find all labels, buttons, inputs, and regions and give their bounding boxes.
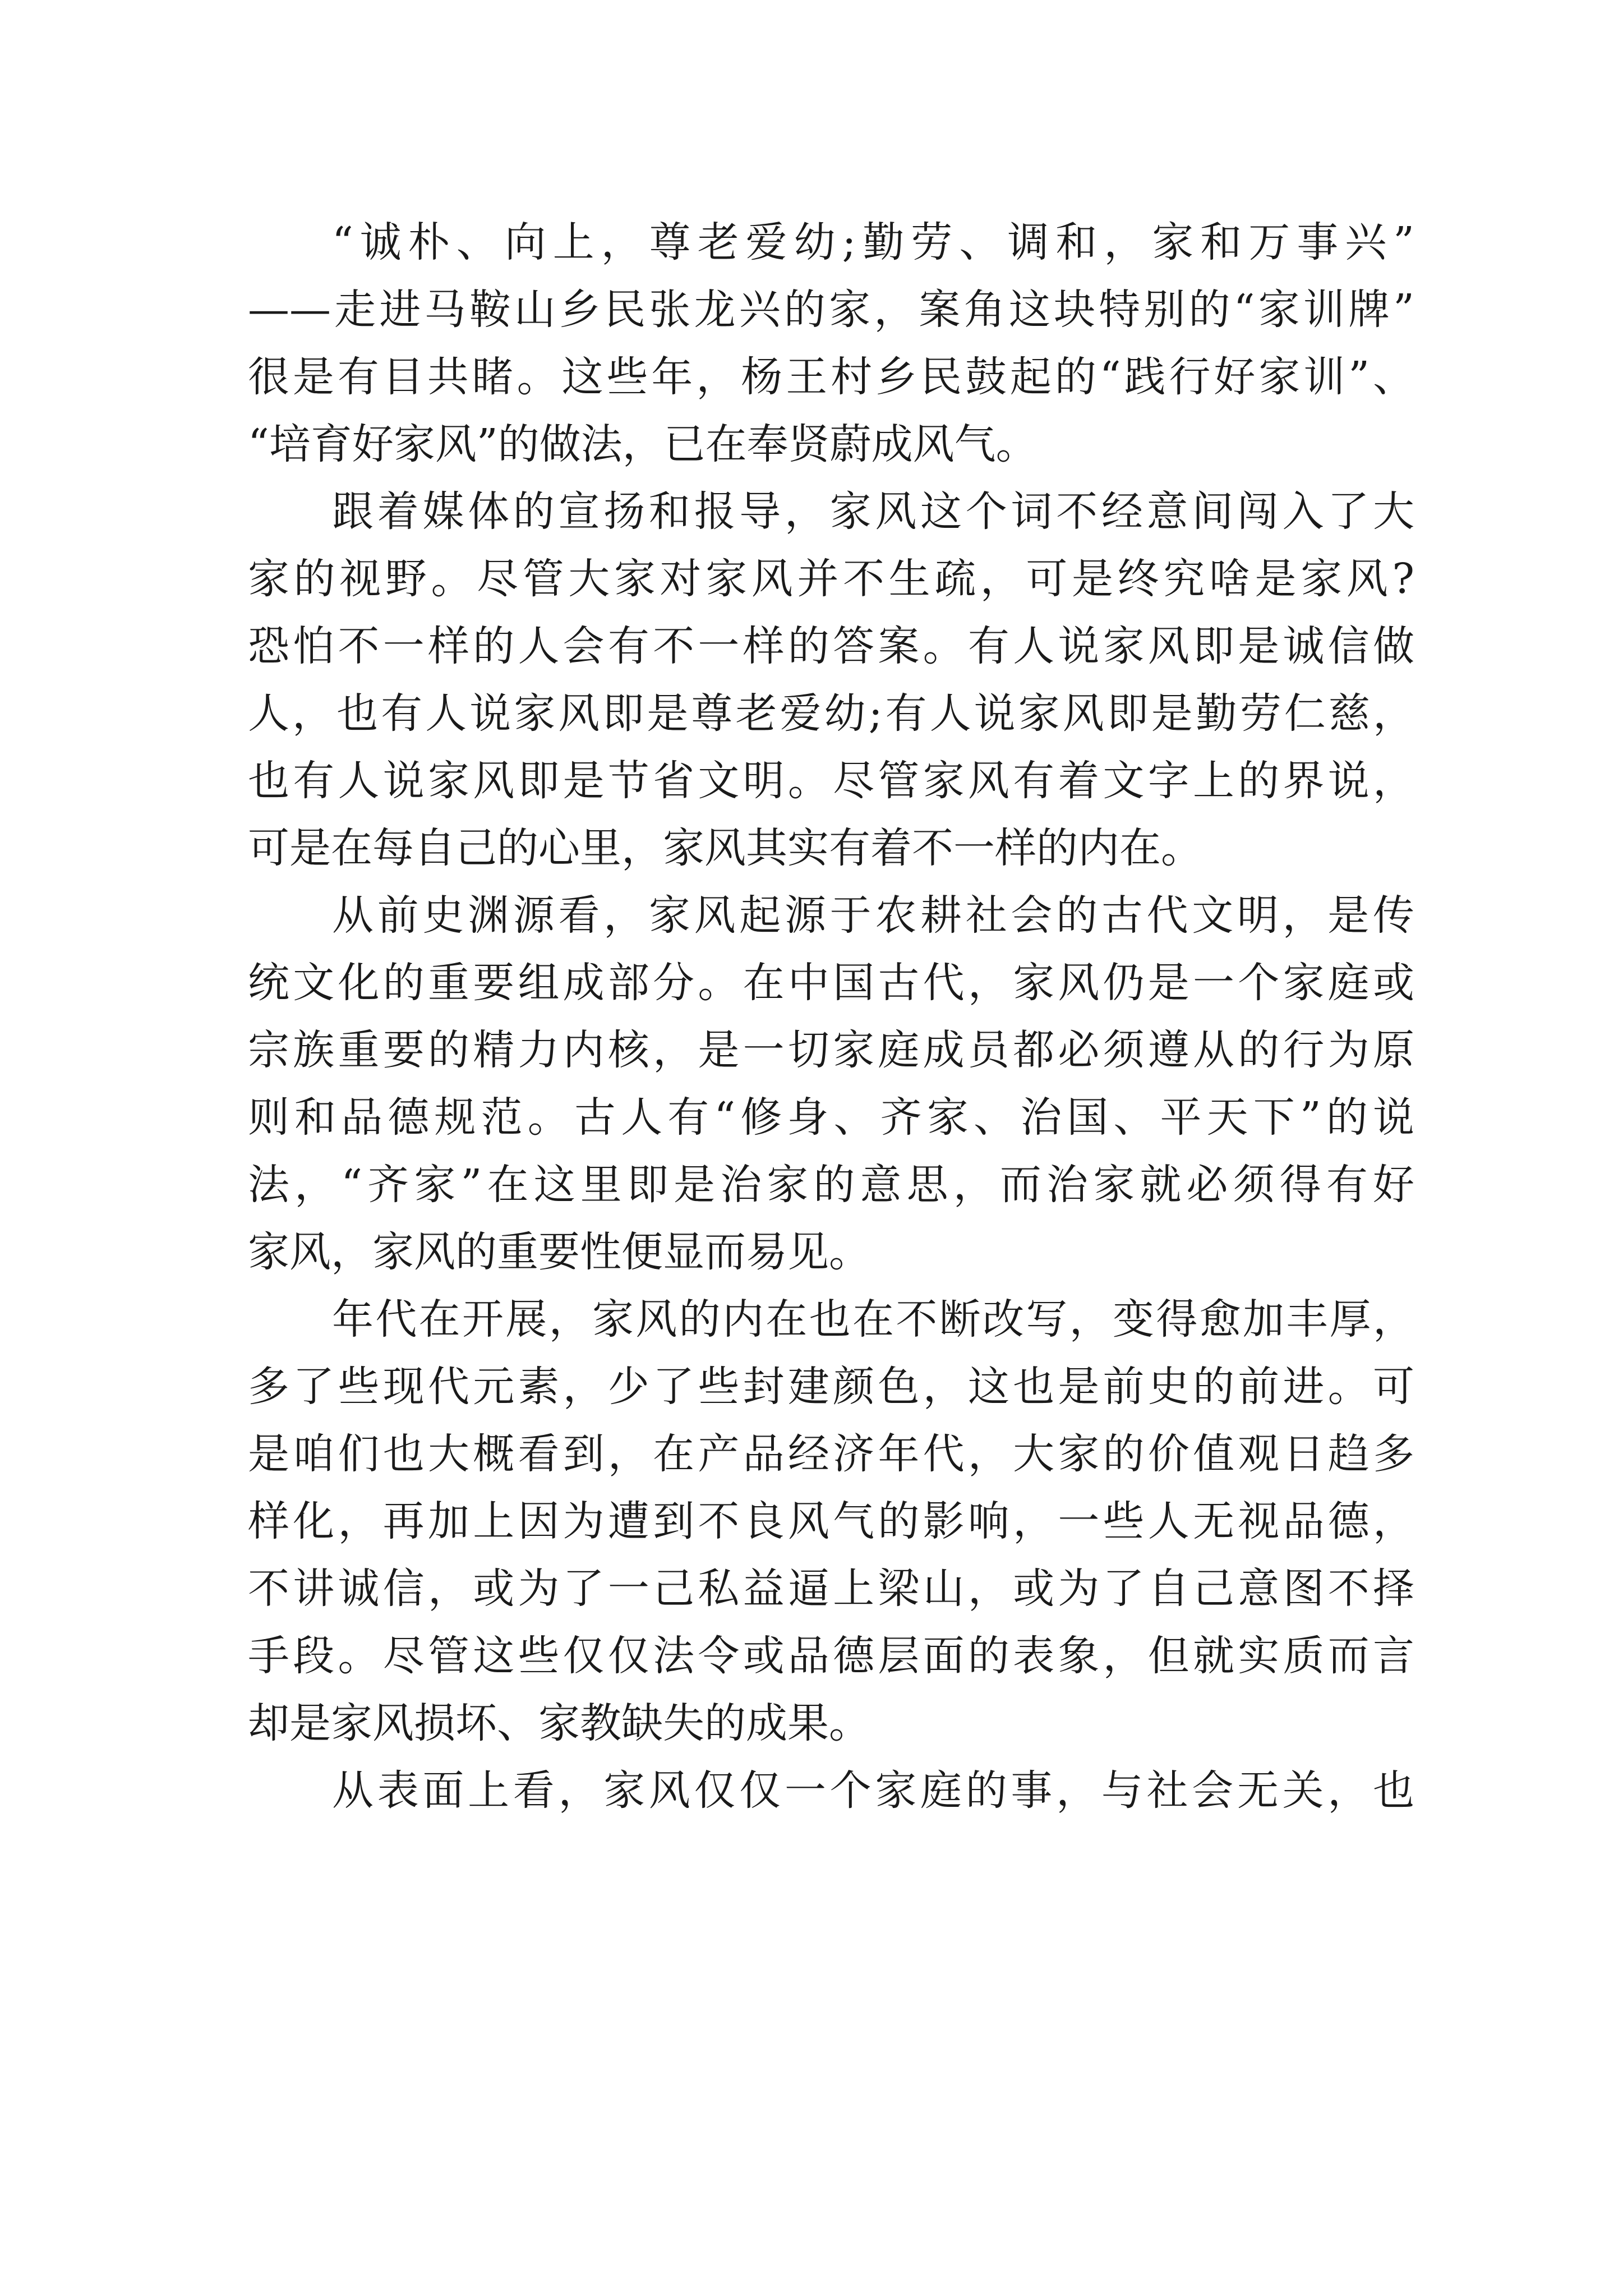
text-line: 法，“齐家”在这里即是治家的意思，而治家就必须得有好: [248, 1161, 1414, 1209]
text-line: 不讲诚信，或为了一己私益逼上梁山，或为了自己意图不择: [248, 1565, 1414, 1613]
text-line: 统文化的重要组成部分。在中国古代，家风仍是一个家庭或: [248, 959, 1414, 1007]
text-line: 也有人说家风即是节省文明。尽管家风有着文字上的界说，: [248, 757, 1414, 805]
text-line: 宗族重要的精力内核，是一切家庭成员都必须遵从的行为原: [248, 1026, 1414, 1074]
text-line: 跟着媒体的宣扬和报导，家风这个词不经意间闯入了大: [332, 487, 1414, 536]
text-line: 却是家风损坏、家教缺失的成果。: [248, 1699, 870, 1747]
text-line: 样化，再加上因为遭到不良风气的影响，一些人无视品德，: [248, 1497, 1414, 1545]
text-line: 从前史渊源看，家风起源于农耕社会的古代文明，是传: [332, 891, 1414, 940]
text-line: 多了些现代元素，少了些封建颜色，这也是前史的前进。可: [248, 1363, 1414, 1411]
text-line: 年代在开展，家风的内在也在不断改写，变得愈加丰厚，: [332, 1295, 1414, 1343]
text-line: 则和品德规范。古人有“修身、齐家、治国、平天下”的说: [248, 1093, 1414, 1142]
text-line: 是咱们也大概看到，在产品经济年代，大家的价值观日趋多: [248, 1430, 1414, 1478]
text-line: 恐怕不一样的人会有不一样的答案。有人说家风即是诚信做: [248, 622, 1414, 670]
text-line: ——走进马鞍山乡民张龙兴的家，案角这块特别的“家训牌”: [248, 286, 1414, 334]
text-line: 家的视野。尽管大家对家风并不生疏，可是终究啥是家风?: [248, 555, 1414, 603]
text-line: 很是有目共睹。这些年，杨王村乡民鼓起的“践行好家训”、: [248, 353, 1414, 401]
text-line: 从表面上看，家风仅仅一个家庭的事，与社会无关，也: [332, 1766, 1414, 1815]
text-line: 可是在每自己的心里，家风其实有着不一样的内在。: [248, 824, 1202, 872]
text-line: “诚朴、向上，尊老爱幼;勤劳、调和，家和万事兴”: [332, 218, 1414, 266]
text-line: “培育好家风”的做法，已在奉贤蔚成风气。: [248, 420, 1038, 468]
text-line: 家风，家风的重要性便显而易见。: [248, 1228, 870, 1276]
text-line: 人，也有人说家风即是尊老爱幼;有人说家风即是勤劳仁慈，: [248, 689, 1414, 738]
text-line: 手段。尽管这些仅仅法令或品德层面的表象，但就实质而言: [248, 1632, 1414, 1680]
article-body: [248, 209, 1414, 1824]
